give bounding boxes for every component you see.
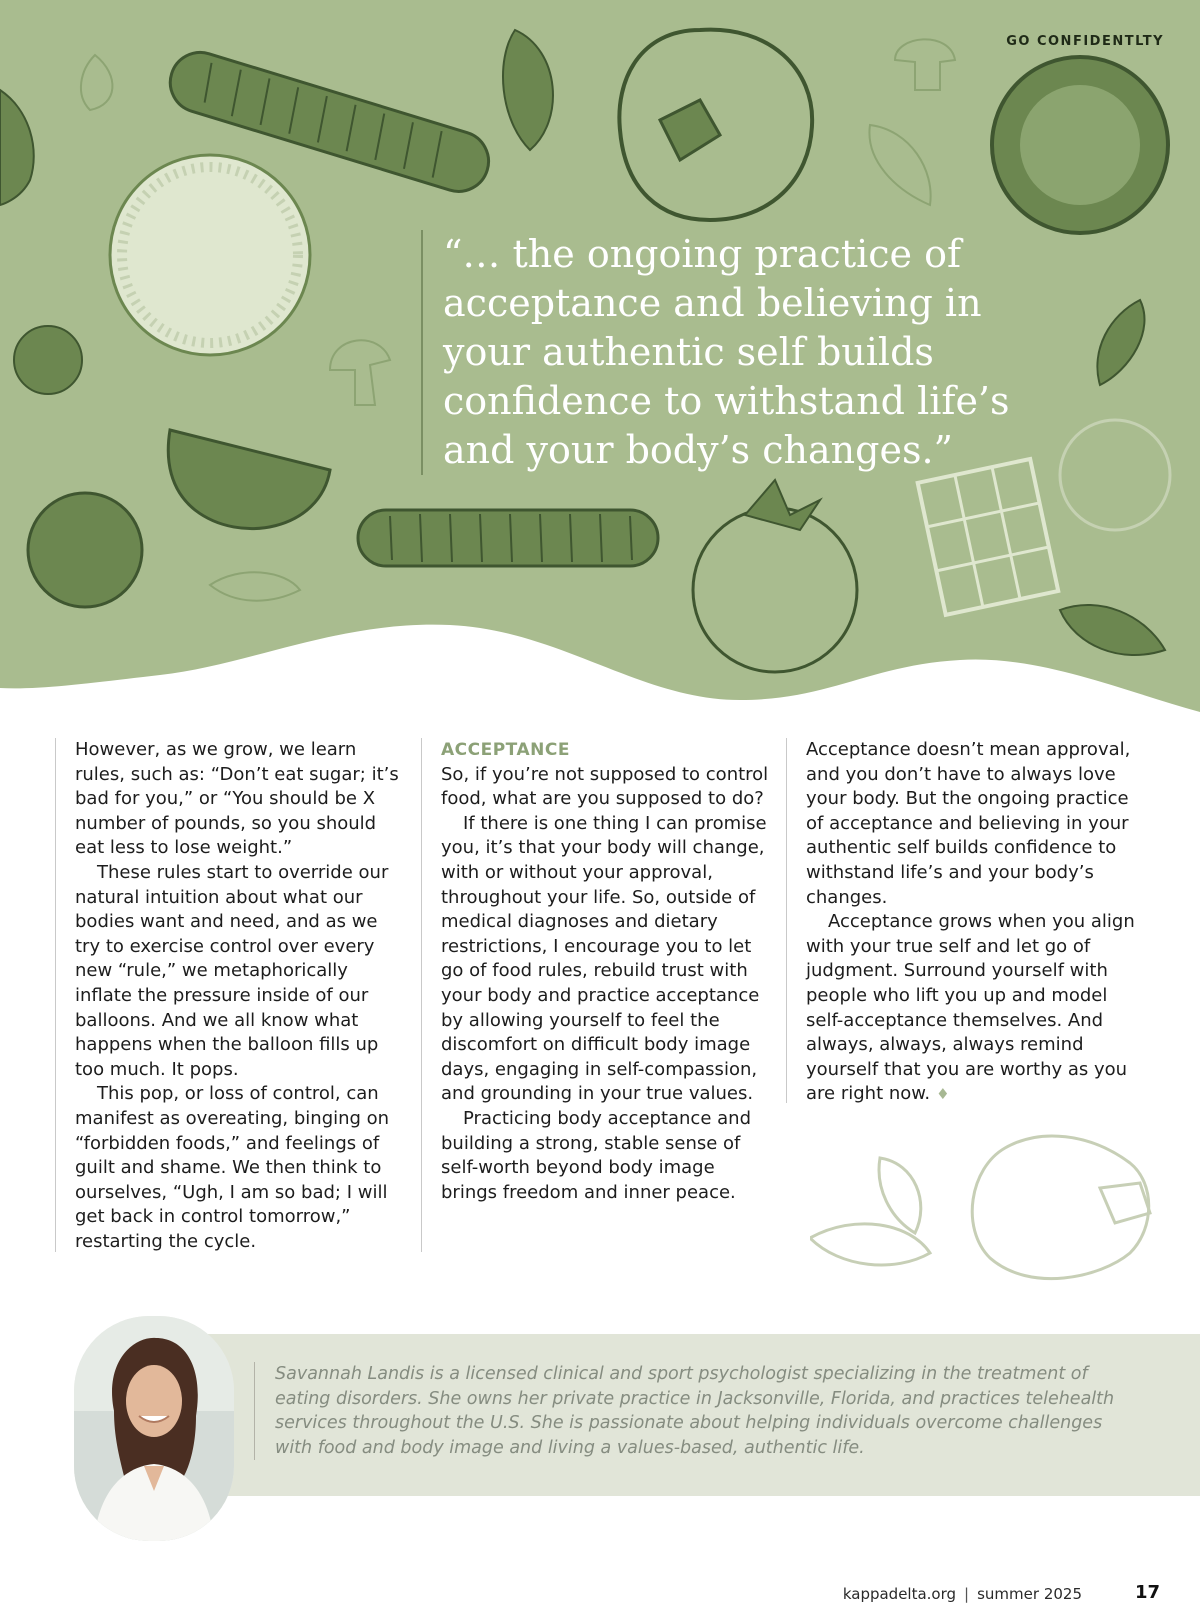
paragraph: This pop, or loss of control, can manifest as overeating, binging on “forbidden foods,” and feelings of guilt and shame. We then think to ourselves, “Ugh, I am so bad; I will get back in control tomorrow,” restarting the cycle. — [75, 1083, 390, 1252]
paragraph: These rules start to override our natural intuition about what our bodies want and need, and as we try to exercise control over every new “rule,” we metaphorically inflate the pressure inside of our balloons. And we all know what happens when the balloon fills up too much. It pops. — [75, 861, 389, 1080]
paragraph: If there is one thing I can promise you, it’s that your body will change, with or without your approval, throughout your life. So, outside of medical diagnoses and dietary restrictions, I encourage you to let go of food rules, rebuild trust with your body and practice acceptance by allowing yourself to feel the discomfort on difficult body image days, engaging in self-compassion, and grounding in your true values. — [441, 812, 767, 1105]
article-column-3 — [786, 738, 1146, 1103]
website-link[interactable]: kappadelta.org — [842, 1585, 957, 1603]
paragraph: However, as we grow, we learn rules, such as: “Don’t eat sugar; it’s bad for you,” or “You should be X number of pounds, so you should eat less to lose weight.” — [75, 739, 399, 859]
section-tag: GO CONFIDENTLTY — [1006, 34, 1164, 49]
paragraph-text: Acceptance grows when you align with your true self and let go of judgment. Surround yourself with people who lift you up and model self-acceptance themselves. And always, always, always remind yourself that you are worthy as you are right now. — [806, 911, 1135, 1105]
author-bio: Savannah Landis is a licensed clinical and sport psychologist specializing in the treatment of eating disorders. She owns her private practice in Jacksonville, Florida, and practices telehealth services throughout the U.S. She is passionate about helping individuals overcome challenges with food and body image and living a values-based, authentic life. — [254, 1362, 1134, 1460]
paragraph — [806, 910, 1146, 1107]
paragraph: So, if you’re not supposed to control food, what are you supposed to do? — [441, 763, 769, 810]
hero-banner — [0, 0, 1200, 720]
pull-quote: “… the ongoing practice of acceptance and believing in your authentic self builds confidence to withstand life’s and your body’s changes.” — [421, 230, 1041, 475]
footer-credit — [843, 1585, 1082, 1603]
footer-separator: | — [964, 1585, 970, 1603]
end-mark-icon: ♦ — [936, 1085, 950, 1104]
article-column-2 — [421, 738, 771, 1252]
pepper-leaves-illustration — [810, 1128, 1190, 1293]
section-subhead: ACCEPTANCE — [441, 740, 570, 760]
author-portrait — [74, 1316, 234, 1541]
paragraph: Practicing body acceptance and building a strong, stable sense of self-worth beyond body image brings freedom and inner peace. — [441, 1107, 751, 1203]
issue-label: summer 2025 — [977, 1585, 1082, 1603]
page-number: 17 — [1134, 1582, 1160, 1603]
article-column-1 — [55, 738, 405, 1252]
paragraph: Acceptance doesn’t mean approval, and you don’t have to always love your body. But the ongoing practice of acceptance and believing in your authentic self builds confidence to withstand life’s and your body’s changes. — [806, 739, 1131, 908]
